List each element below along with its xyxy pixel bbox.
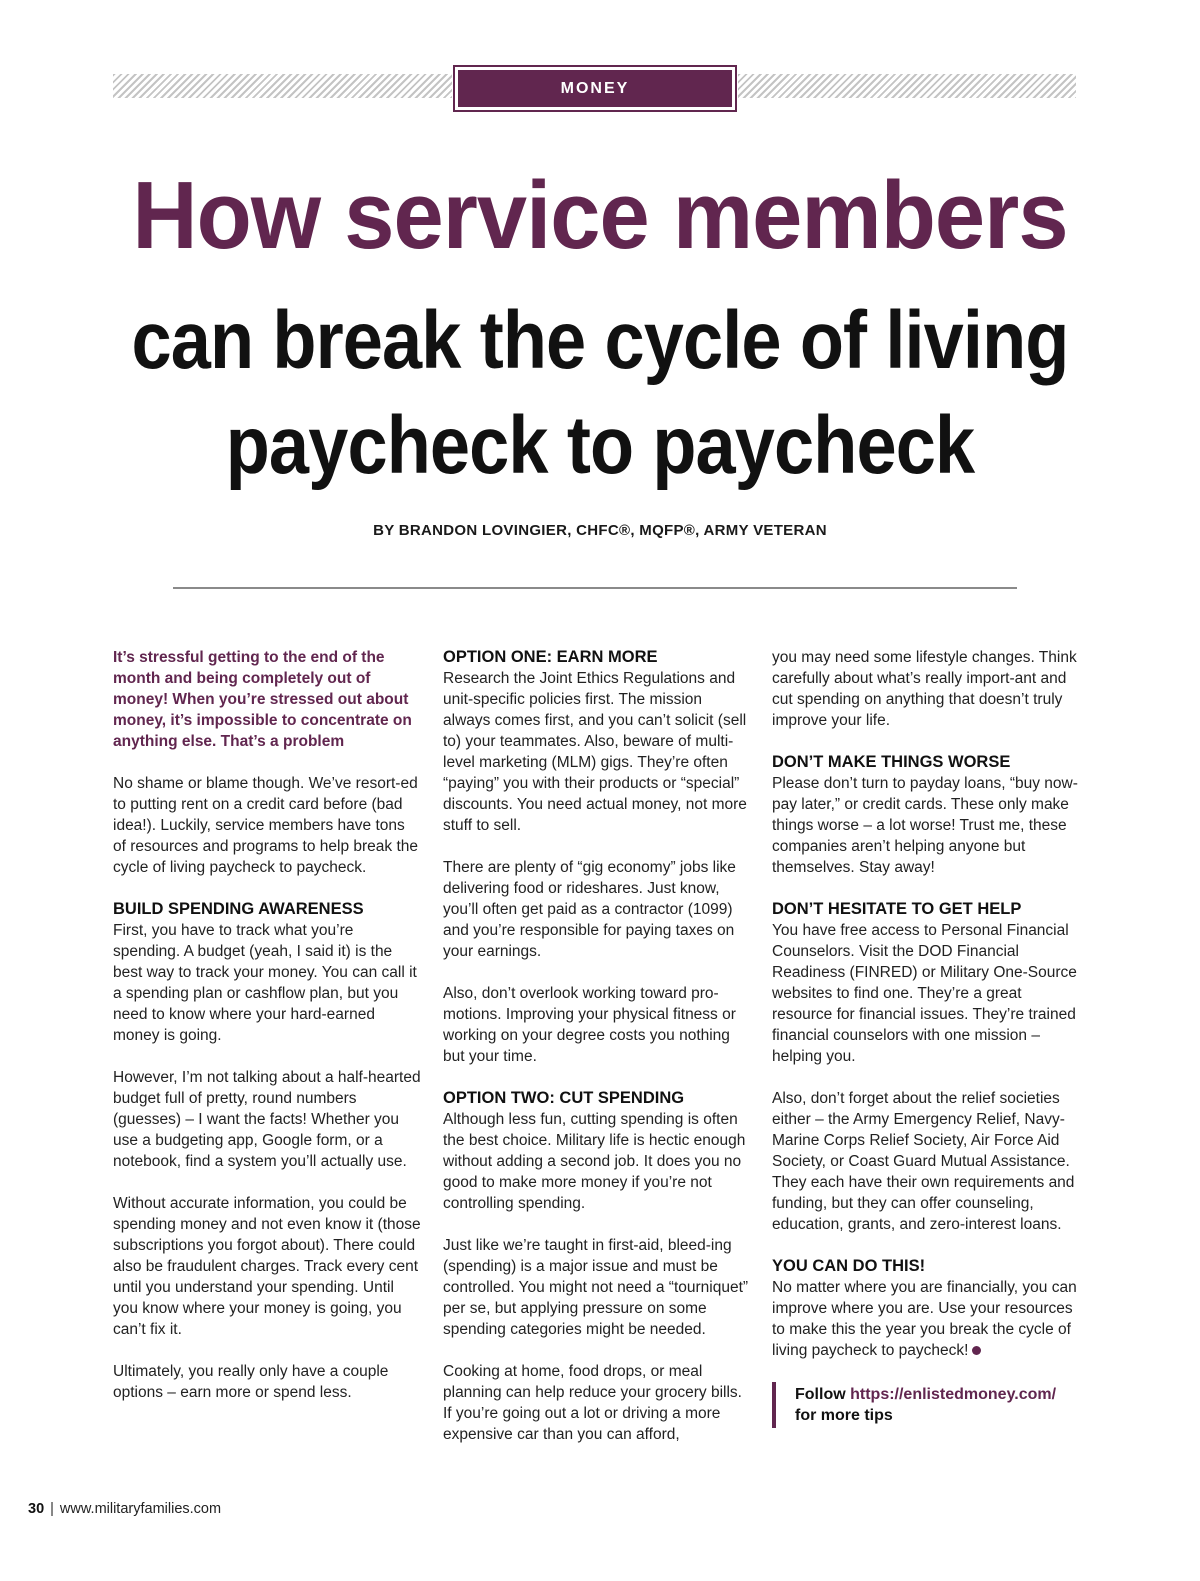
enlistedmoney-link[interactable]: https://enlistedmoney.com/ — [850, 1386, 1057, 1403]
footer-website[interactable]: www.militaryfamilies.com — [59, 1501, 222, 1517]
callout-prefix: Follow — [795, 1386, 851, 1403]
headline-line-3: paycheck to paycheck — [225, 400, 975, 491]
subheading-build-spending-awareness: BUILD SPENDING AWARENESS — [113, 900, 364, 918]
subheading-you-can-do-this: YOU CAN DO THIS! — [772, 1257, 926, 1275]
subheading-option-one: OPTION ONE: EARN MORE — [443, 648, 658, 666]
body-paragraph: You have free access to Personal Financial Counselors. Visit the DOD Financial Readiness (FINRED) or Military One-Source websites to find one. They’re a great resource for financial issues. They’re trained financial counselors with one mission – helping you. — [772, 922, 1077, 1065]
body-paragraph: There are plenty of “gig economy” jobs like delivering food or rideshares. Just know, you’ll often get paid as a contractor (1099) and you’re responsible for paying taxes on your earnings. — [443, 859, 736, 960]
section-tag — [453, 65, 737, 112]
body-paragraph: Although less fun, cutting spending is often the best choice. Military life is hectic enough without adding a second job. It does you no good to make more money if you’re not controlling spending. — [443, 1111, 746, 1212]
subheading-dont-hesitate: DON’T HESITATE TO GET HELP — [772, 900, 1022, 918]
closing-text: No matter where you are financially, you can improve where you are. Use your resources to make this the year you break the cycle of living paycheck to paycheck! — [772, 1279, 1077, 1359]
subheading-dont-make-things-worse: DON’T MAKE THINGS WORSE — [772, 753, 1011, 771]
body-paragraph: Cooking at home, food drops, or meal planning can help reduce your grocery bills. If you’re going out a lot or driving a more expensive car than you can afford, — [443, 1363, 742, 1443]
hatch-pattern-right — [738, 74, 1076, 98]
callout-suffix: for more tips — [795, 1407, 893, 1424]
divider-rule — [173, 587, 1017, 589]
body-paragraph: Research the Joint Ethics Regulations and unit-specific policies first. The mission always comes first, and you can’t solicit (sell to) your teammates. Also, beware of multi-level marketing (MLM) gigs. They’re often “paying” you with their products or “special” discounts. You need actual money, not more stuff to sell. — [443, 670, 747, 834]
follow-callout — [772, 1382, 1080, 1428]
headline-line-2: can break the cycle of living — [131, 295, 1069, 386]
section-band — [113, 74, 1076, 98]
body-paragraph: Ultimately, you really only have a couple options – earn more or spend less. — [113, 1363, 389, 1401]
byline: BY BRANDON LOVINGIER, CHFC®, MQFP®, ARMY VETERAN — [373, 522, 827, 539]
body-paragraph: First, you have to track what you’re spending. A budget (yeah, I said it) is the best way to track your money. You can call it a spending plan or cashflow plan, but you need to know where your hard-earned money is going. — [113, 922, 417, 1044]
intro-paragraph: It’s stressful getting to the end of the month and being completely out of money! When you’re stressed out about money, it’s impossible to concentrate on anything else. That’s a problem — [113, 649, 412, 750]
hatch-pattern-left — [113, 74, 452, 98]
body-paragraph: However, I’m not talking about a half-hearted budget full of pretty, round numbers (guesses) – I want the facts! Whether you use a budgeting app, Google form, or a notebook, find a system you’ll actually use. — [113, 1069, 421, 1170]
end-mark-icon — [972, 1346, 981, 1355]
headline-line-1: How service members — [132, 162, 1068, 269]
page-footer — [28, 1501, 221, 1517]
article-column-3 — [772, 647, 1080, 1428]
subheading-option-two: OPTION TWO: CUT SPENDING — [443, 1089, 685, 1107]
article-column-1 — [113, 647, 421, 1424]
body-paragraph: Please don’t turn to payday loans, “buy now-pay later,” or credit cards. These only make things worse – a lot worse! Trust me, these companies aren’t helping anyone but themselves. Stay away! — [772, 775, 1078, 876]
body-paragraph: Just like we’re taught in first-aid, bleed-ing (spending) is a major issue and must be controlled. You might not need a “tourniquet” per se, but applying pressure on some spending categories might be needed. — [443, 1237, 749, 1338]
page-number: 30 — [28, 1501, 45, 1517]
footer-separator: | — [50, 1501, 54, 1517]
closing-paragraph — [772, 1277, 1080, 1361]
body-paragraph: Without accurate information, you could be spending money and not even know it (those subscriptions you forgot about). There could also be fraudulent charges. Track every cent until you understand your spending. Until you know where your money is going, you can’t fix it. — [113, 1195, 421, 1338]
body-paragraph: you may need some lifestyle changes. Think carefully about what’s really import-ant and cut spending on anything that doesn’t truly improve your life. — [772, 649, 1077, 729]
body-paragraph: No shame or blame though. We’ve resort-ed to putting rent on a credit card before (bad idea!). Luckily, service members have tons of resources and programs to help break the cycle of living paycheck to paycheck. — [113, 775, 419, 876]
body-paragraph: Also, don’t forget about the relief societies either – the Army Emergency Relief, Navy-Marine Corps Relief Society, Air Force Aid Society, or Coast Guard Mutual Assistance. They each have their own requirements and funding, but they can offer counseling, education, grants, and zero-interest loans. — [772, 1090, 1075, 1233]
section-label: MONEY — [458, 70, 732, 107]
body-paragraph: Also, don’t overlook working toward pro-motions. Improving your physical fitness or working on your degree costs you nothing but your time. — [443, 985, 736, 1065]
article-column-2 — [443, 647, 751, 1466]
